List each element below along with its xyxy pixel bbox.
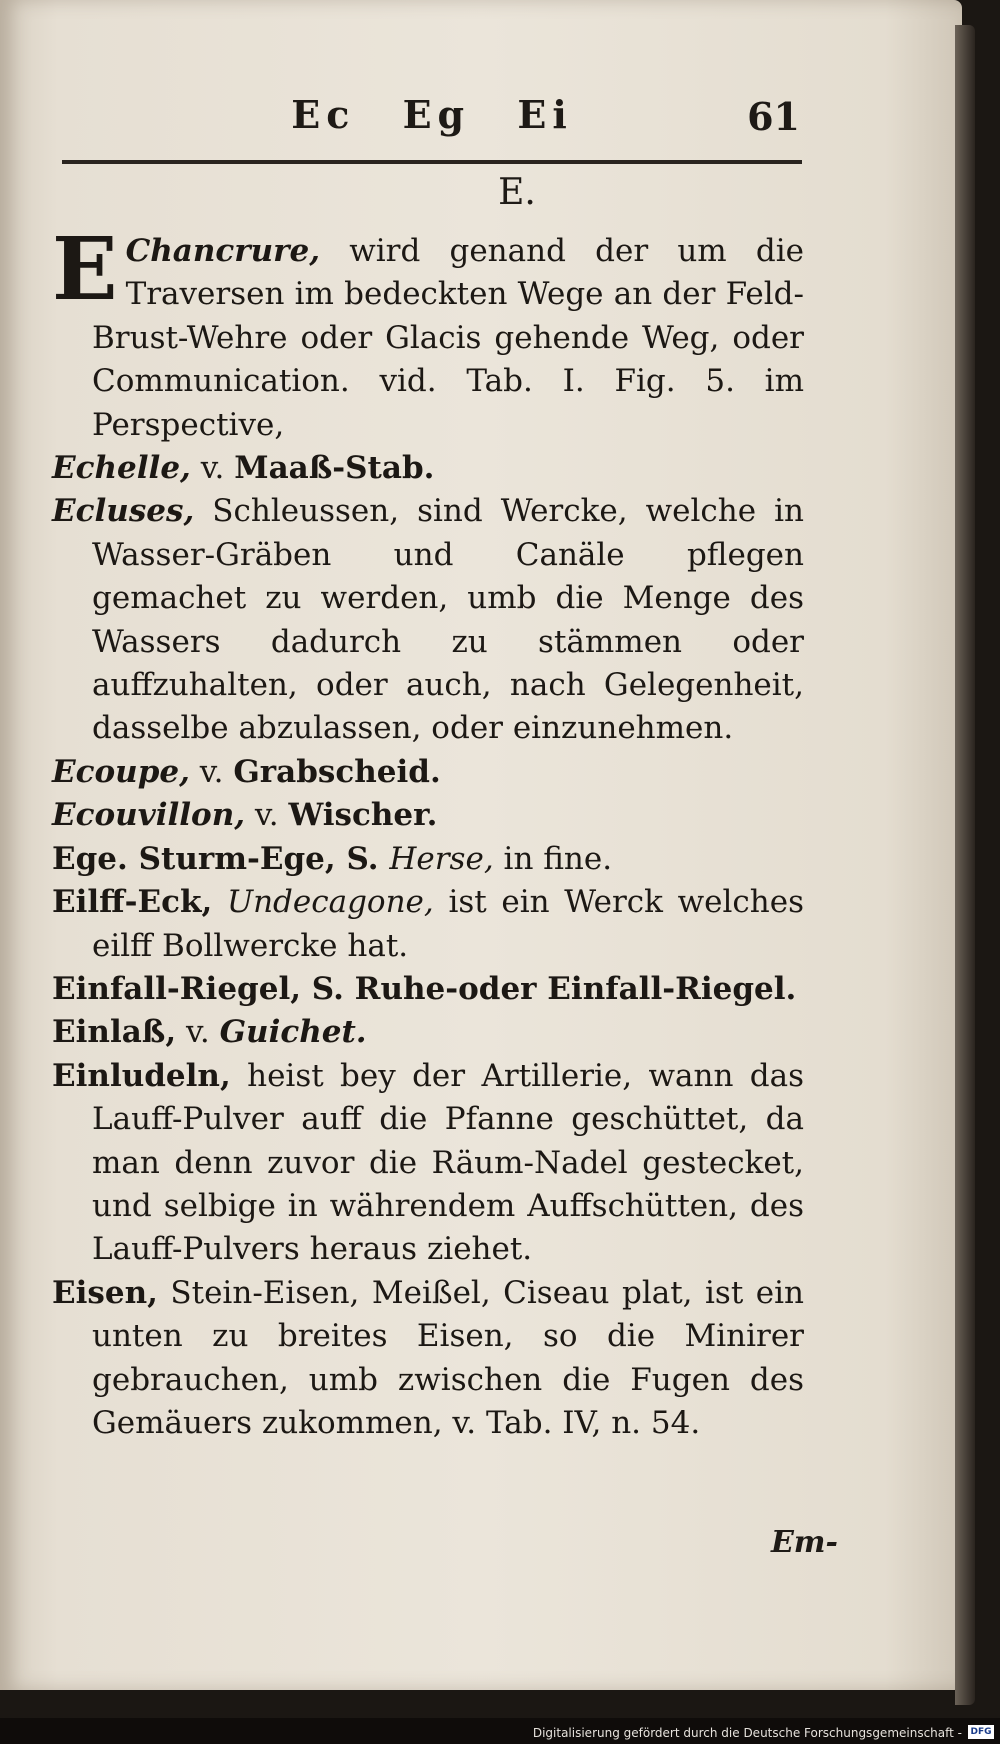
page-edge [955, 25, 975, 1705]
footer-bar [0, 1718, 1000, 1744]
dictionary-entries [52, 219, 804, 1445]
entry-headword: Einlaß, [52, 1014, 177, 1051]
entry-einlass [52, 1011, 804, 1054]
entry-text: v. [190, 450, 235, 487]
entry-echancrure [52, 219, 804, 447]
entry-text: wird genand der um die Traversen im bedeckten Wege an der Feld-Brust-Wehre oder Glacis gehende Weg, oder Communication. vid. Tab. I. Fig. 5. im Perspective, [92, 233, 804, 443]
entry-eilff-eck [52, 881, 804, 968]
entry-text: v. [245, 797, 289, 834]
drop-cap: E [52, 219, 118, 320]
entry-text: v. [176, 1014, 220, 1051]
entry-ecoupe [52, 751, 804, 794]
entry-headword: Eisen, [52, 1274, 158, 1311]
entry-headword: Einludeln, [52, 1057, 231, 1094]
running-head [62, 92, 802, 150]
entry-headword: Einfall-Riegel, [52, 970, 302, 1007]
entry-headword: Chancrure, [125, 233, 320, 269]
entry-text: v. [189, 753, 234, 790]
entry-text: S. Ruhe-oder Einfall-Riegel. [301, 970, 797, 1007]
header-rule [62, 160, 802, 164]
dfg-logo: DFG [968, 1725, 994, 1739]
entry-headword: Ecouvillon, [52, 797, 246, 834]
entry-text: Stein-Eisen, Meißel, Ciseau plat, ist ein unten zu breites Eisen, so die Minirer gebrauchen, umb zwischen die Fugen des Gemäuers zukommen, v. Tab. IV, n. 54. [92, 1274, 804, 1441]
entry-headword: Eilff-Eck, [52, 884, 213, 921]
running-head-word-2: Eg [402, 92, 471, 137]
entry-headword: Ecoupe, [52, 753, 190, 790]
entry-reference: Wischer. [288, 797, 438, 834]
section-letter: E. [498, 172, 536, 213]
footer-credit: Digitalisierung gefördert durch die Deutsche Forschungsgemeinschaft - [532, 1726, 962, 1740]
entry-tail: in fine. [493, 840, 613, 877]
running-head-word-1: Ec [291, 92, 356, 137]
entry-ecouvillon [52, 794, 804, 837]
entry-text: Schleussen, sind Wercke, welche in Wasser-Gräben und Canäle pflegen gemachet zu werden, umb die Menge des Wassers dadurch zu stämmen oder auffzuhalten, oder auch, nach Gelegenheit, dasselbe abzulassen, oder einzunehmen. [92, 493, 804, 747]
entry-echelle [52, 447, 804, 490]
entry-italic: Guichet. [219, 1014, 367, 1051]
running-head-words [62, 92, 802, 137]
entry-reference: Grabscheid. [233, 753, 441, 790]
running-head-word-3: Ei [517, 92, 573, 137]
entry-headword: Ege. [52, 840, 128, 877]
entry-text: Sturm-Ege, S. [127, 840, 390, 877]
entry-text: ist ein Werck welches eilff Bollwercke hat. [92, 884, 804, 964]
entry-text: heist bey der Artillerie, wann das Lauff-Pulver auff die Pfanne geschüttet, da man denn zuvor die Räum-Nadel gestecket, und selbige in währendem Auffschütten, des Lauff-Pulvers heraus ziehet. [92, 1057, 804, 1268]
entry-ege [52, 838, 804, 881]
entry-einludeln [52, 1055, 804, 1272]
page-number: 61 [747, 94, 800, 139]
entry-reference: Maaß-Stab. [234, 450, 435, 487]
entry-ecluses [52, 490, 804, 750]
catchword: Em- [770, 1525, 838, 1560]
entry-headword: Ecluses, [52, 493, 195, 530]
entry-headword: Echelle, [52, 450, 191, 487]
entry-italic: Herse, [389, 840, 494, 877]
entry-eisen [52, 1272, 804, 1446]
entry-einfall-riegel [52, 968, 804, 1011]
entry-italic: Undecagone, [212, 884, 434, 921]
